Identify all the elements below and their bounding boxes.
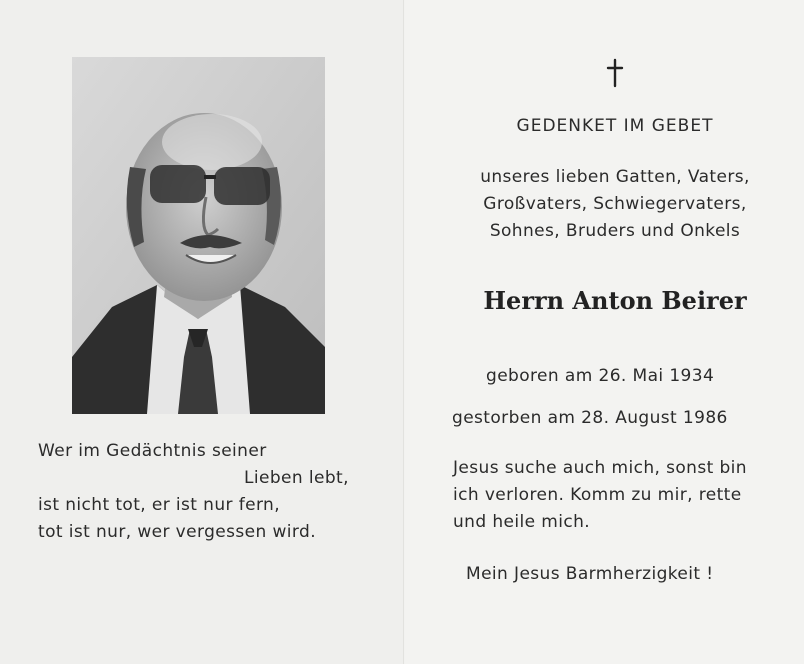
death-date: gestorben am 28. August 1986	[452, 408, 728, 428]
relations-line: unseres lieben Gatten, Vaters,	[480, 167, 750, 187]
prayer-line: ich verloren. Komm zu mir, rette	[453, 485, 742, 505]
memorial-heading: GEDENKET IM GEBET	[516, 116, 714, 136]
memorial-poem	[38, 438, 368, 546]
relations-line: Sohnes, Bruders und Onkels	[489, 221, 741, 241]
prayer-line: Jesus suche auch mich, sonst bin	[453, 458, 747, 478]
poem-line: tot ist nur, wer vergessen wird.	[38, 522, 317, 542]
portrait-photo	[72, 57, 325, 414]
closing-invocation: Mein Jesus Barmherzigkeit !	[466, 564, 714, 584]
relations-text	[440, 164, 790, 245]
relations-line: Großvaters, Schwiegervaters,	[483, 194, 747, 214]
poem-line: Wer im Gedächtnis seiner	[38, 441, 267, 461]
birth-date: geboren am 26. Mai 1934	[486, 366, 715, 386]
prayer-line: und heile mich.	[453, 512, 591, 532]
poem-line: ist nicht tot, er ist nur fern,	[38, 495, 281, 515]
deceased-name: Herrn Anton Beirer	[483, 286, 747, 315]
prayer-text	[453, 455, 793, 536]
poem-line: Lieben lebt,	[244, 468, 349, 488]
life-dates	[440, 355, 790, 439]
cross-icon	[605, 58, 625, 88]
portrait-image	[72, 57, 325, 414]
